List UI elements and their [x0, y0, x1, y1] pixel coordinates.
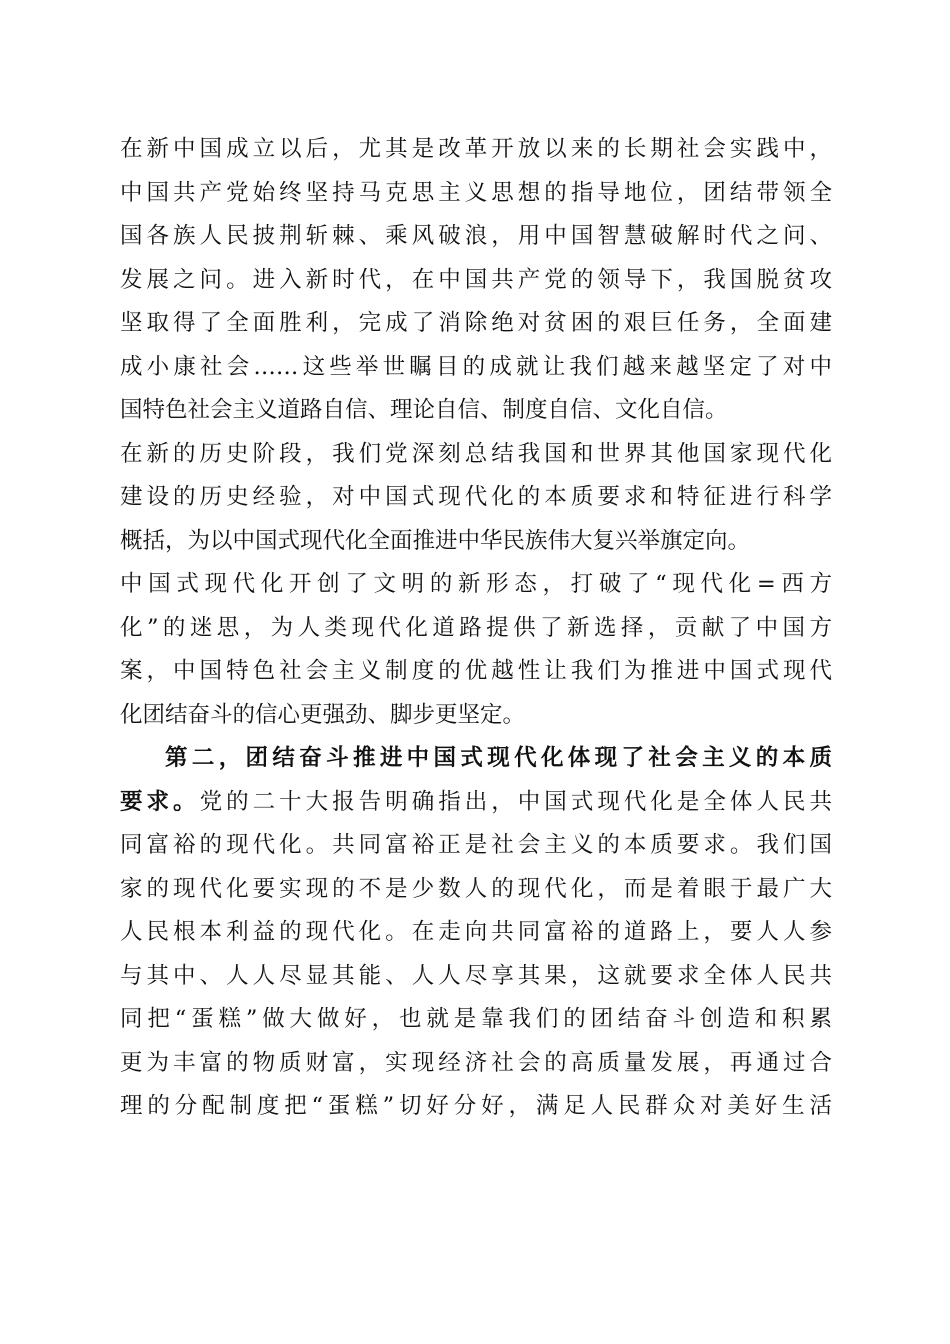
text-line: 中国式现代化开创了文明的新形态，打破了“现代化=西方 [120, 571, 832, 597]
text-line: 同把“蛋糕”做大做好，也就是靠我们的团结奋斗创造和积累 [120, 1006, 832, 1032]
text-line: 同富裕的现代化。共同富裕正是社会主义的本质要求。我们国 [120, 832, 832, 858]
text-line: 国特色社会主义道路自信、理论自信、制度自信、文化自信。 [120, 397, 728, 423]
text-line: 在新中国成立以后，尤其是改革开放以来的长期社会实践中， [120, 136, 832, 162]
text-line: 国各族人民披荆斩棘、乘风破浪，用中国智慧破解时代之问、 [120, 223, 832, 249]
text-line: 概括，为以中国式现代化全面推进中华民族伟大复兴举旗定向。 [120, 527, 751, 554]
paragraph-heading-end: 要求。 [120, 788, 200, 815]
text-line: 家的现代化要实现的不是少数人的现代化，而是着眼于最广大 [120, 875, 832, 902]
text-line: 发展之问。进入新时代，在中国共产党的领导下，我国脱贫攻 [120, 266, 832, 293]
text-line: 案，中国特色社会主义制度的优越性让我们为推进中国式现代 [120, 658, 832, 684]
text-line: 化团结奋斗的信心更强劲、脚步更坚定。 [120, 701, 526, 728]
text-line: 人民根本利益的现代化。在走向共同富裕的道路上，要人人参 [120, 919, 832, 945]
paragraph-heading-line: 第二，团结奋斗推进中国式现代化体现了社会主义的本质 [165, 745, 832, 771]
text-line: 理的分配制度把“蛋糕”切好分好，满足人民群众对美好生活 [120, 1093, 832, 1119]
text-line: 化”的迷思，为人类现代化道路提供了新选择，贡献了中国方 [120, 614, 832, 641]
text-line: 建设的历史经验，对中国式现代化的本质要求和特征进行科学 [120, 484, 832, 510]
text-line: 与其中、人人尽显其能、人人尽享其果，这就要求全体人民共 [120, 962, 832, 989]
text-line: 成小康社会……这些举世瞩目的成就让我们越来越坚定了对中 [120, 353, 832, 380]
text-line [120, 781, 832, 825]
text-line: 更为丰富的物质财富，实现经济社会的高质量发展，再通过合 [120, 1049, 832, 1076]
paragraph-text: 党的二十大报告明确指出，中国式现代化是全体人民共 [199, 788, 832, 815]
body-text [120, 128, 832, 1129]
text-line: 中国共产党始终坚持马克思主义思想的指导地位，团结带领全 [120, 179, 832, 206]
text-line: 在新的历史阶段，我们党深刻总结我国和世界其他国家现代化 [120, 440, 832, 467]
text-line: 坚取得了全面胜利，完成了消除绝对贫困的艰巨任务，全面建 [120, 310, 832, 336]
